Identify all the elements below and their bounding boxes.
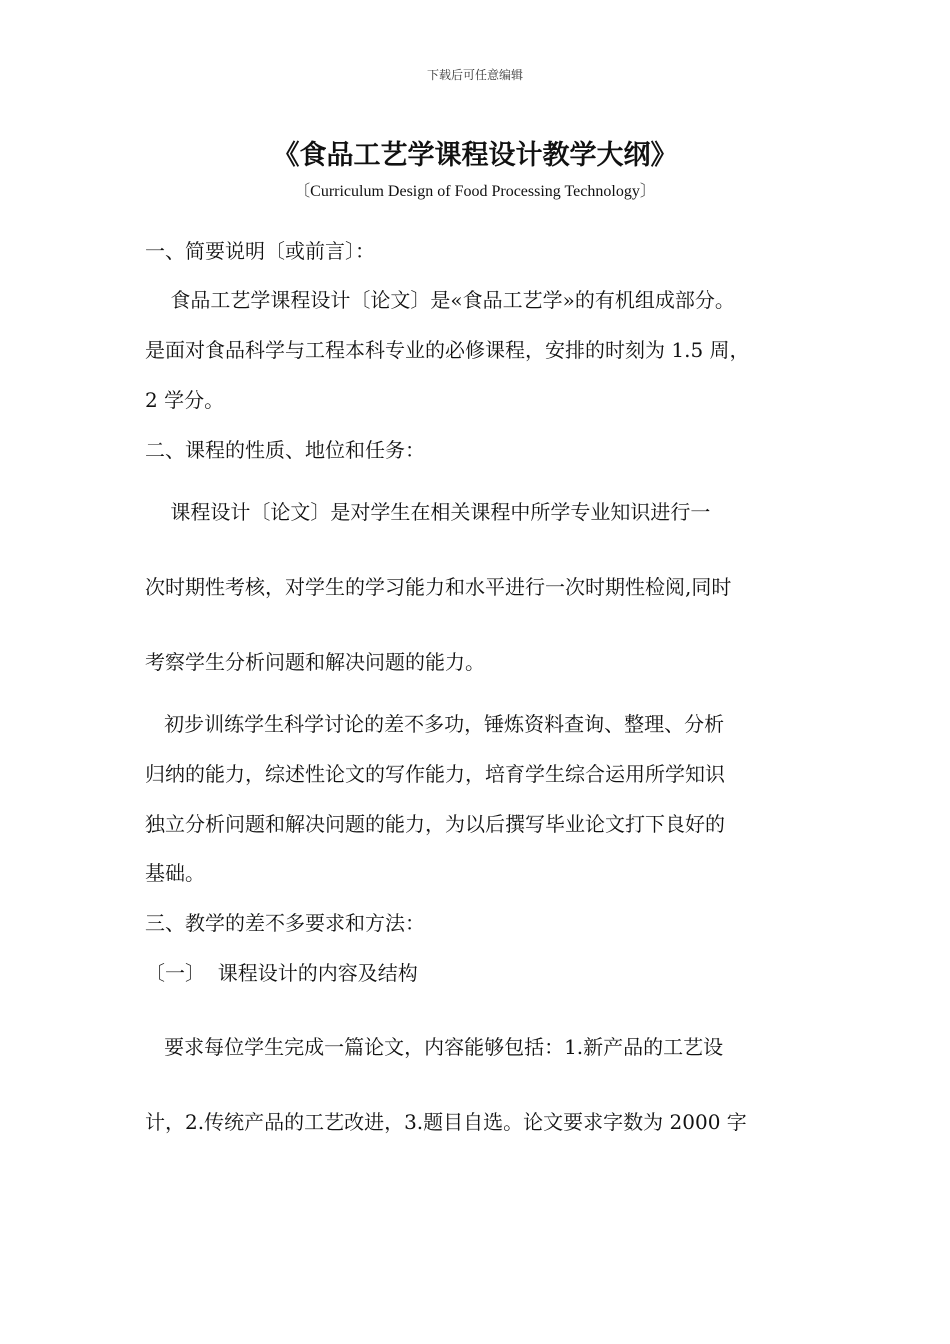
section-heading-2: 二、课程的性质、地位和任务： bbox=[145, 438, 425, 462]
paragraph-line: 独立分析问题和解决问题的能力，为以后撰写毕业论文打下良好的 bbox=[145, 812, 725, 836]
paragraph-line: 课程设计〔论文〕是对学生在相关课程中所学专业知识进行一 bbox=[145, 500, 711, 524]
paragraph-line: 归纳的能力，综述性论文的写作能力，培育学生综合运用所学知识 bbox=[145, 762, 725, 786]
paragraph-line: 考察学生分析问题和解决问题的能力。 bbox=[145, 650, 485, 674]
paragraph-line: 食品工艺学课程设计〔论文〕是«食品工艺学»的有机组成部分。 bbox=[145, 288, 735, 312]
paragraph-line: 次时期性考核，对学生的学习能力和水平进行一次时期性检阅,同时 bbox=[145, 575, 732, 599]
document-title: 《食品工艺学课程设计教学大纲》 bbox=[272, 140, 678, 171]
section-heading-3: 三、教学的差不多要求和方法： bbox=[145, 911, 425, 935]
subsection-heading: 〔一〕 课程设计的内容及结构 bbox=[145, 961, 418, 985]
section-heading-1: 一、简要说明〔或前言〕： bbox=[145, 239, 375, 263]
document-subtitle: 〔Curriculum Design of Food Processing Technology〕 bbox=[294, 183, 656, 200]
paragraph-line: 是面对食品科学与工程本科专业的必修课程，安排的时刻为 1.5 周， bbox=[145, 338, 750, 362]
paragraph-line: 要求每位学生完成一篇论文，内容能够包括：1.新产品的工艺设 bbox=[145, 1035, 724, 1059]
paragraph-line: 计，2.传统产品的工艺改进，3.题目自选。论文要求字数为 2000 字 bbox=[145, 1110, 747, 1134]
paragraph-line: 基础。 bbox=[145, 861, 205, 885]
paragraph-line: 2 学分。 bbox=[145, 388, 225, 412]
page-header-note: 下载后可任意编辑 bbox=[426, 68, 523, 82]
paragraph-line: 初步训练学生科学讨论的差不多功，锤炼资料查询、整理、分析 bbox=[145, 712, 725, 736]
